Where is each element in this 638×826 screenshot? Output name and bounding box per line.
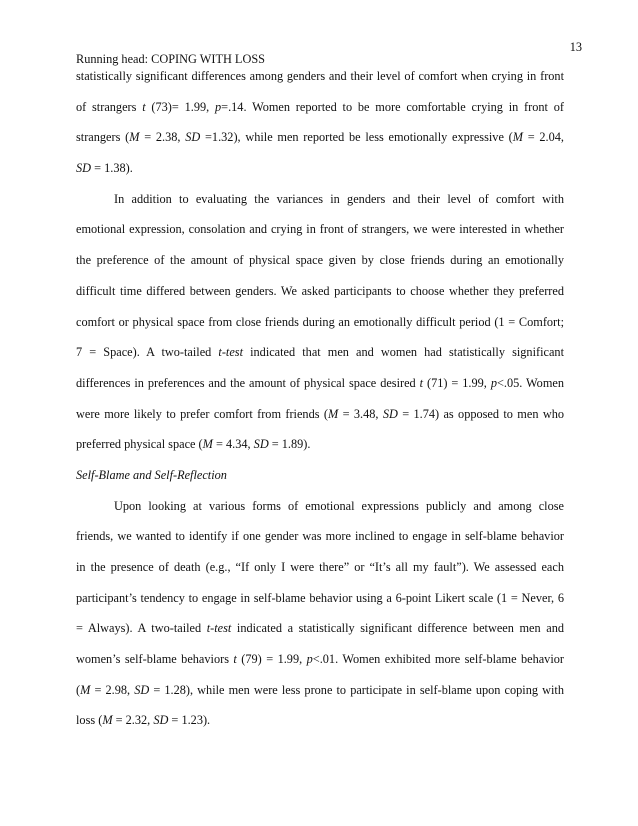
section-heading: Self-Blame and Self-Reflection [76,467,227,482]
running-head: Running head: COPING WITH LOSS [76,52,266,66]
text-line: comfort or physical space from close friends during an emotionally difficult period (1 = Comfort; [76,314,564,329]
text-line: women’s self-blame behaviors t (79) = 1.99, p<.01. Women exhibited more self-blame behavior [76,652,564,667]
text-line: SD = 1.38). [76,161,133,176]
text-line: differences in preferences and the amount of physical space desired t (71) = 1.99, p<.05. Women [76,375,564,390]
text-line: (M = 2.98, SD = 1.28), while men were less prone to participate in self-blame upon coping with [76,682,564,697]
text-line: emotional expression, consolation and crying in front of strangers, we were interested in whether [76,222,564,237]
text-line: in the presence of death (e.g., “If only I were there” or “It’s all my fault”). We assessed each [76,560,564,574]
text-line: 7 = Space). A two-tailed t-test indicated that men and women had statistically significant [76,345,564,360]
body-text [76,61,564,736]
text-line: statistically significant differences among genders and their level of comfort when crying in front [76,69,564,83]
text-line: were more likely to prefer comfort from friends (M = 3.48, SD = 1.74) as opposed to men who [76,406,564,421]
paragraph-first-line: In addition to evaluating the variances in genders and their level of comfort with [114,191,564,206]
text-line: friends, we wanted to identify if one gender was more inclined to engage in self-blame behavior [76,529,564,544]
page-number: 13 [569,40,582,54]
text-line: preferred physical space (M = 4.34, SD = 1.89). [76,437,311,452]
text-line: loss (M = 2.32, SD = 1.23). [76,713,211,728]
text-line: participant’s tendency to engage in self-blame behavior using a 6-point Likert scale (1 = Never, 6 [76,590,564,605]
paragraph-first-line: Upon looking at various forms of emotional expressions publicly and among close [114,498,564,513]
text-line: of strangers t (73)= 1.99, p=.14. Women reported to be more comfortable crying in front of [76,99,564,114]
text-line: difficult time differed between genders. We asked participants to choose whether they preferred [76,283,564,298]
text-line: strangers (M = 2.38, SD =1.32), while men reported be less emotionally expressive (M = 2.04, [76,130,564,145]
text-line: the preference of the amount of physical space given by close friends during an emotionally [76,253,564,268]
text-line: = Always). A two-tailed t-test indicated a statistically significant difference between men and [76,621,564,636]
